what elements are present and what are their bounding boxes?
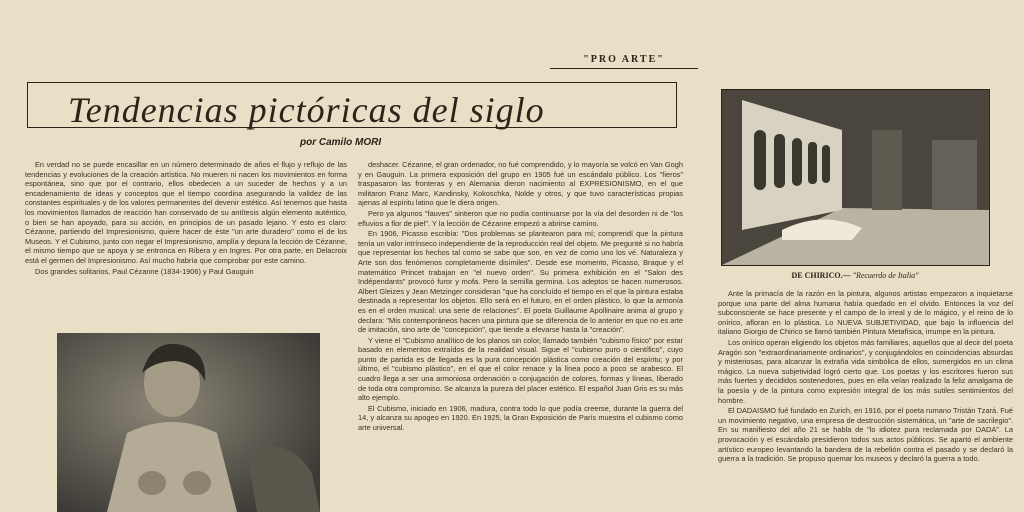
image-caption xyxy=(720,271,990,280)
paragraph: Y viene el "Cubismo analítico de los planos sin color, llamado también "cubismo físico" por estar basado en elementos extraídos de la realidad visual. Sigue el "cubismo puro o científico", cuyo punto de partida es de llegada es la pura concepción plástica como creación del espíritu; y por último, el "cubismo plástico", en el que el color renace y la línea poco a poco se arabesco. El cuadro llega a ser una armoniosa ordenación o conjugación de colores, formas y líneas, liberado de toda otra compromiso. Se alcanza la pureza del placer estético. El español Juan Gris es su más alto ejemplo. xyxy=(358,335,683,403)
de-chirico-painting xyxy=(721,89,990,266)
paragraph: Los onírico operan eligiendo los objetos más familiares, aquellos que al decir del poeta Aragón son "extraordinariamente ordinarios", y conjugándolos en coincidencias absurdas y misteriosas, para alcanzar la extraña vida simbólica de ellos, sumergidos en un clima mágico. La nueva subjetividad logró cierto que. Los poetas y los escritores fueron sus más fuertes y decididos sostenedores, pues en ella veían realizado la feliz amalgama de la poesía y de la pintura como expresión integral de los más sutiles sentimientos del hombre. xyxy=(718,337,1013,405)
title-box xyxy=(27,82,677,128)
article-title: Tendencias pictóricas del siglo xyxy=(68,90,545,130)
column-3 xyxy=(718,289,1013,512)
caption-work: "Recuerdo de Italia" xyxy=(852,271,919,280)
paragraph: Dos grandes solitarios, Paul Cézanne (1834-1906) y Paul Gauguin xyxy=(35,266,254,276)
paragraph: En verdad no se puede encasillar en un número determinado de años el flujo y reflujo de las tendencias y evoluciones de la creación artística. No mueren ni nacen los movimientos en forma espontánea, sino que por el contrario, ellos obedecen a un suceder de hechos y a un encadenamiento de ideas y conceptos que el tiempo coordina asegurando la validez de las constantes espirituales y de los valores permanentes del devenir estético. Así tenemos que hasta los movimientos llamados de reacción han conservado de su antítesis algún elemento auténtico, o bien se han apoyado, para su acción, en principios de un pasado lejano. Y esto es claro: Cézanne, partiendo del Impresionismo, quiere hacer de éste "un arte duradero" como el de los Museos. Y el Cubismo, junto con negar el Impresionismo, amplía y depura la lección de Cézanne, el mismo tiempo que se apoya y se entronca en Ribera y en Ingres. Por otra parte, en Delacroix está el germen del Impresionismo. Así mucho habría que comprobar por este camino. xyxy=(25,160,347,265)
caption-artist: DE CHIRICO.— xyxy=(791,271,851,280)
paragraph: En 1906, Picasso escribía: "Dos problemas se plantearon para mí; comprendí que la pintura tenía un valor intrínseco independiente de la reproducción real del objeto. Me pregunté si no habría que representar los hechos tal como se sabe que son, en vez de como uno los vé. Naturaleza y Arte son dos fenómenos completamente disímiles". Desde ese momento, Picasso, Braque y el matemático Princet trabajan en "el nuevo orden". Su primera exhibición en el "Salon des Indépendants" provocó furor y mofa. Pero la semilla germina. Los adeptos se hacen numerosos. Albert Gleizes y Jean Metzinger consideran "que ha concluído el tiempo en el que la pintura estaba destinada a representar los objetos. Ello será en el futuro, en el orden plástico, lo que la armonía es en el orden musical: una serie de relaciones". El poeta Guillaume Apollinaire anima al grupo y declara: "Mis contemporáneos hacen una pintura que se diferencia de lo anterior en que no es arte de imitación, sino arte de "concepción", que tiende a elevarse hasta la "creación". xyxy=(358,229,683,335)
paragraph: El Cubismo, iniciado en 1906, madura, contra todo lo que podía creerse, durante la guerra del 14, y alcanza su apogeo en 1920. En 1925, la Gran Exposición de París muestra el cubismo como arte universal. xyxy=(358,403,683,433)
column-1 xyxy=(25,160,347,320)
paragraph: deshacer. Cézanne, el gran ordenador, no fué comprendido, y lo mayoría se volcó en Van Gogh y en Gauguin. La primera exposición del grupo en 1905 fué un escándalo público. Los "fieros" traspasaron las fronteras y en Alemania dieron nacimiento al EXPRESIONISMO, en el que militaron Franz Marc, Kandinsky, Kokoschka, Nolde y otros, y que tuvo características propias ajenas al espíritu latino que le diera origen. xyxy=(358,160,683,208)
section-header: "PRO ARTE" xyxy=(550,54,698,69)
paragraph: Pero ya algunos "fauves" sintieron que no podía continuarse por la vía del desorden ni de "los efluvios a flor de piel". Y la lección de Cézanne empezó a abrirse camino. xyxy=(358,208,683,228)
column-2 xyxy=(358,160,683,512)
renoir-nude-photo xyxy=(57,333,320,512)
article-byline: por Camilo MORI xyxy=(300,137,382,148)
paragraph: El DADAISMO fué fundado en Zurich, en 1916, por el poeta rumano Tristán Tzará. Fué un movimiento negativo, una empresa de destrucción sistemática, un "arte de sacrilegio". En su manifiesto del año 21 se habla de "lo idiotez pura reclamada por DADA". La provocación y el escándalo presidieron todos sus actos públicos. Se apartó el ambiente artístico europeo levantando la bandera de la rebelión contra el pasado y se declaró la guerra a la tradición. Se propuso quemar los museos y declaró la guerra a todo. xyxy=(718,406,1013,464)
paragraph: Ante la primacía de la razón en la pintura, algunos artistas empezaron a inquietarse porque una parte del alma humana había quedado en el olvido. Entonces la voz del subconsciente se hace presente y el campo de lo irreal y de lo mágico, y el reino de lo onírico, afloran en lo plástica. Lo NUEVA SUBJETIVIDAD, que bajo la influencia del italiano Giorgio de Chirico se llamó también Pintura Metafísica, irrumpe en la pintura. xyxy=(718,289,1013,337)
